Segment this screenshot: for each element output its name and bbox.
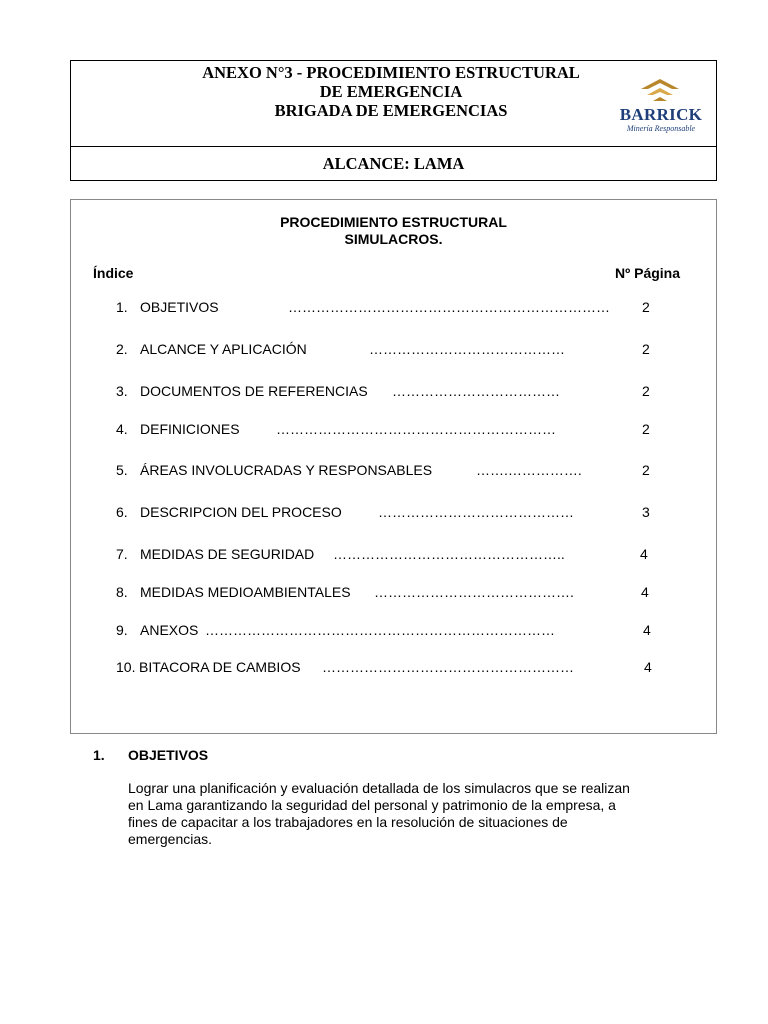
index-label: Índice xyxy=(93,265,134,281)
index-entry-2 xyxy=(116,340,676,358)
header-title-line-3: BRIGADA DE EMERGENCIAS xyxy=(274,101,508,120)
index-entry-1 xyxy=(116,298,676,316)
index-entry-4 xyxy=(116,420,676,438)
section-title: OBJETIVOS xyxy=(128,747,209,763)
index-entry-6 xyxy=(116,503,676,521)
index-box xyxy=(70,199,717,734)
entry-page: 4 xyxy=(643,622,651,638)
entry-leader-dots: ……………………………………………… xyxy=(322,659,574,675)
section-body xyxy=(128,780,708,848)
index-entry-10 xyxy=(116,658,676,676)
entry-leader-dots: …….……………. xyxy=(476,462,582,478)
entry-leader-dots: ………………………………………….. xyxy=(333,546,565,562)
document-header xyxy=(70,60,717,181)
entry-number: 5. xyxy=(116,462,128,478)
entry-page: 2 xyxy=(642,341,650,357)
section-body-line-4: emergencias. xyxy=(128,831,213,847)
index-entry-5 xyxy=(116,461,676,479)
section-body-line-3: fines de capacitar a los trabajadores en la resolución de situaciones de xyxy=(128,814,568,830)
entry-number: 2. xyxy=(116,341,128,357)
header-scope: ALCANCE: LAMA xyxy=(322,154,465,173)
entry-leader-dots: …………………………………… xyxy=(378,504,574,520)
entry-leader-dots: ……………………………………. xyxy=(374,584,574,600)
entry-number: 10. xyxy=(116,659,136,675)
entry-page: 2 xyxy=(642,299,650,315)
entry-leader-dots: …………………………………………………… xyxy=(276,421,556,437)
entry-page: 3 xyxy=(642,504,650,520)
header-top-row xyxy=(71,61,716,147)
entry-number: 6. xyxy=(116,504,128,520)
section-number: 1. xyxy=(93,747,105,763)
entry-leader-dots: ……………………………… xyxy=(392,383,560,399)
procedure-title xyxy=(71,214,716,248)
entry-page: 2 xyxy=(642,462,650,478)
entry-label: ÁREAS INVOLUCRADAS Y RESPONSABLES xyxy=(140,462,433,478)
barrick-logo xyxy=(611,75,709,137)
procedure-title-line-2: SIMULACROS. xyxy=(344,231,443,247)
procedure-title-line-1: PROCEDIMIENTO ESTRUCTURAL xyxy=(280,214,507,230)
entry-leader-dots: …………………………………………………………… xyxy=(288,299,610,315)
entry-label: DEFINICIONES xyxy=(140,421,240,437)
logo-tagline: Minería Responsable xyxy=(626,124,696,133)
entry-label: ALCANCE Y APLICACIÓN xyxy=(140,341,307,357)
entry-number: 8. xyxy=(116,584,128,600)
section-body-line-1: Lograr una planificación y evaluación detallada de los simulacros que se realizan xyxy=(128,780,630,796)
barrick-chevron-icon xyxy=(611,75,709,105)
header-title xyxy=(131,63,651,120)
entry-page: 2 xyxy=(642,383,650,399)
entry-label: DOCUMENTOS DE REFERENCIAS xyxy=(140,383,368,399)
entry-page: 4 xyxy=(644,659,652,675)
entry-number: 9. xyxy=(116,622,128,638)
entry-label: BITACORA DE CAMBIOS xyxy=(139,659,301,675)
index-entry-9 xyxy=(116,621,676,639)
header-title-line-1: ANEXO N°3 - PROCEDIMIENTO ESTRUCTURAL xyxy=(202,63,580,82)
entry-label: OBJETIVOS xyxy=(140,299,219,315)
index-entry-3 xyxy=(116,382,676,400)
entry-leader-dots: ………………………………………………………………… xyxy=(205,622,555,638)
header-title-line-2: DE EMERGENCIA xyxy=(319,82,463,101)
entry-label: ANEXOS xyxy=(140,622,199,638)
logo-name: BARRICK xyxy=(619,105,703,124)
entry-number: 4. xyxy=(116,421,128,437)
entry-page: 2 xyxy=(642,421,650,437)
entry-number: 7. xyxy=(116,546,128,562)
index-entry-7 xyxy=(116,545,676,563)
entry-leader-dots: …………………………………… xyxy=(369,341,565,357)
entry-number: 3. xyxy=(116,383,128,399)
entry-label: MEDIDAS MEDIOAMBIENTALES xyxy=(140,584,351,600)
entry-label: DESCRIPCION DEL PROCESO xyxy=(140,504,342,520)
entry-page: 4 xyxy=(640,546,648,562)
entry-page: 4 xyxy=(641,584,649,600)
page-number-label: Nº Página xyxy=(615,265,681,281)
entry-label: MEDIDAS DE SEGURIDAD xyxy=(140,546,315,562)
index-entry-8 xyxy=(116,583,676,601)
section-body-line-2: en Lama garantizando la seguridad del personal y patrimonio de la empresa, a xyxy=(128,797,616,813)
entry-number: 1. xyxy=(116,299,128,315)
